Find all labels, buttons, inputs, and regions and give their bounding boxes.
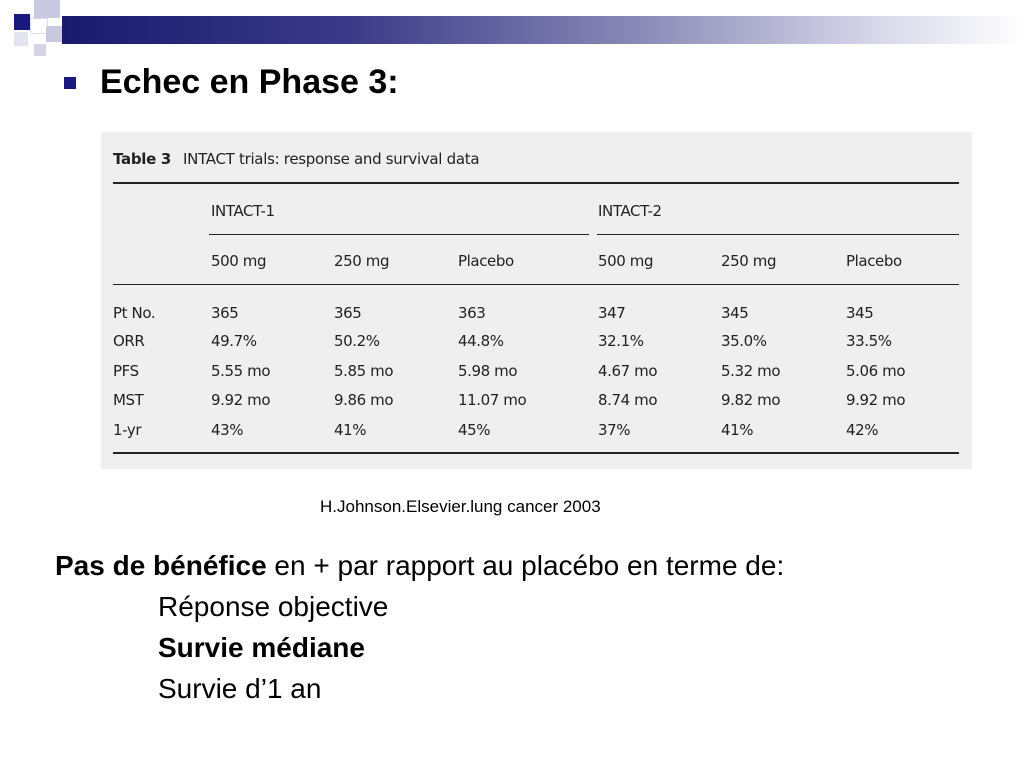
- row-label: 1-yr: [113, 421, 142, 439]
- table-cell: 363: [458, 304, 486, 322]
- row-label: PFS: [113, 362, 139, 380]
- conclusion-item: Survie médiane: [158, 632, 365, 663]
- group-header: INTACT-1: [211, 202, 275, 220]
- table-bottom-rule: [113, 452, 959, 454]
- conclusion: [55, 545, 784, 709]
- row-label: MST: [113, 391, 144, 409]
- table-cell: 50.2%: [334, 332, 380, 350]
- table-cell: 8.74 mo: [598, 391, 658, 409]
- table-cell: 345: [721, 304, 749, 322]
- corner-square-5: [14, 32, 28, 46]
- table-cell: 4.67 mo: [598, 362, 658, 380]
- table-cell: 41%: [721, 421, 754, 439]
- table-top-rule: [113, 182, 959, 184]
- table-cell: 32.1%: [598, 332, 644, 350]
- row-label: Pt No.: [113, 304, 156, 322]
- column-header: 500 mg: [211, 252, 267, 270]
- table-caption: [113, 150, 479, 168]
- group-rule: [209, 234, 589, 235]
- corner-square-1: [14, 14, 30, 30]
- table-cell: 5.32 mo: [721, 362, 781, 380]
- table-cell: 49.7%: [211, 332, 257, 350]
- header-bottom-rule: [113, 284, 959, 285]
- conclusion-item: Survie d’1 an: [158, 673, 322, 704]
- table-cell: 43%: [211, 421, 244, 439]
- bullet-square-icon: [64, 77, 76, 89]
- header-gradient-bar: [62, 16, 1024, 44]
- table-cell: 365: [211, 304, 239, 322]
- table-cell: 5.85 mo: [334, 362, 394, 380]
- table-cell: 347: [598, 304, 626, 322]
- table-cell: 35.0%: [721, 332, 767, 350]
- column-header: 250 mg: [334, 252, 390, 270]
- table-cell: 5.98 mo: [458, 362, 518, 380]
- table-cell: 9.92 mo: [846, 391, 906, 409]
- row-label: ORR: [113, 332, 145, 350]
- table-cell: 42%: [846, 421, 879, 439]
- table-cell: 44.8%: [458, 332, 504, 350]
- table-cell: 11.07 mo: [458, 391, 527, 409]
- table-cell: 41%: [334, 421, 367, 439]
- corner-square-6: [34, 44, 46, 56]
- table-label: Table 3: [113, 150, 172, 168]
- column-header: 500 mg: [598, 252, 654, 270]
- conclusion-rest: en + par rapport au placébo en terme de:: [266, 550, 785, 581]
- group-header: INTACT-2: [598, 202, 662, 220]
- table-caption-text: INTACT trials: response and survival data: [183, 150, 480, 168]
- table-cell: 5.55 mo: [211, 362, 271, 380]
- conclusion-bold-lead: Pas de bénéfice: [55, 550, 267, 581]
- title-row: [64, 60, 399, 104]
- results-table: [101, 132, 972, 469]
- table-cell: 33.5%: [846, 332, 892, 350]
- group-rule: [597, 234, 959, 235]
- corner-square-2: [34, 0, 60, 18]
- table-cell: 37%: [598, 421, 631, 439]
- table-cell: 5.06 mo: [846, 362, 906, 380]
- table-cell: 9.92 mo: [211, 391, 271, 409]
- column-header: 250 mg: [721, 252, 777, 270]
- table-cell: 365: [334, 304, 362, 322]
- table-cell: 9.86 mo: [334, 391, 394, 409]
- table-cell: 45%: [458, 421, 491, 439]
- table-cell: 345: [846, 304, 874, 322]
- conclusion-item: Réponse objective: [158, 591, 389, 622]
- citation: H.Johnson.Elsevier.lung cancer 2003: [320, 497, 601, 516]
- table-cell: 9.82 mo: [721, 391, 781, 409]
- conclusion-lead: [55, 545, 784, 586]
- slide-title: Echec en Phase 3:: [100, 62, 399, 101]
- corner-square-4: [46, 26, 62, 42]
- column-header: Placebo: [846, 252, 902, 270]
- column-header: Placebo: [458, 252, 514, 270]
